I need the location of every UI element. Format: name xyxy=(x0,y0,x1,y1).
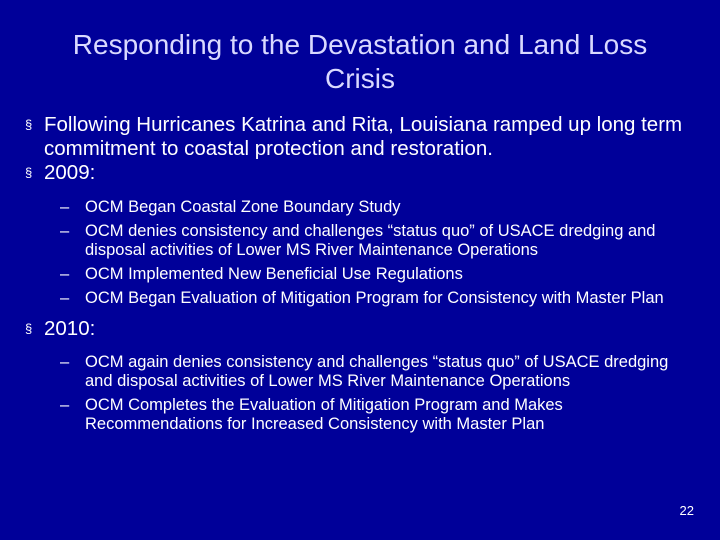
list-item-text: OCM Began Evaluation of Mitigation Program for Consistency with Master Plan xyxy=(85,289,664,307)
bullet-hurricanes xyxy=(24,113,696,161)
dash-icon: – xyxy=(60,198,70,216)
bullet-text: 2010: xyxy=(44,317,96,340)
list-item xyxy=(24,198,696,217)
bullet-text: Following Hurricanes Katrina and Rita, Louisiana ramped up long term commitment to coastal protection and restoration. xyxy=(44,113,683,160)
list-item-text: OCM Began Coastal Zone Boundary Study xyxy=(85,198,401,216)
dash-icon: – xyxy=(60,289,70,307)
bullet-text: 2009: xyxy=(44,161,96,184)
dash-icon: – xyxy=(60,353,70,371)
list-item xyxy=(24,353,696,391)
page-number: 22 xyxy=(679,503,694,518)
list-item-text: OCM denies consistency and challenges “status quo” of USACE dredging and disposal activities of Lower MS River Maintenance Operations xyxy=(85,222,656,259)
dash-icon: – xyxy=(60,222,70,240)
list-item-text: OCM Implemented New Beneficial Use Regulations xyxy=(85,265,463,283)
bullet-icon: § xyxy=(25,321,33,336)
list-item xyxy=(24,396,696,434)
list-2010 xyxy=(24,353,696,434)
list-item xyxy=(24,289,696,308)
list-item xyxy=(24,265,696,284)
list-item-text: OCM again denies consistency and challenges “status quo” of USACE dredging and disposal activities of Lower MS River Maintenance Operations xyxy=(85,353,669,390)
bullet-icon: § xyxy=(25,117,33,132)
slide-title: Responding to the Devastation and Land Loss Crisis xyxy=(72,29,648,94)
list-item-text: OCM Completes the Evaluation of Mitigation Program and Makes Recommendations for Increased Consistency with Master Plan xyxy=(85,396,563,433)
dash-icon: – xyxy=(60,396,70,414)
list-2009 xyxy=(24,198,696,308)
slide-body xyxy=(24,113,696,439)
bullet-icon: § xyxy=(25,165,33,180)
dash-icon: – xyxy=(60,265,70,283)
bullet-2010 xyxy=(24,317,696,341)
list-item xyxy=(24,222,696,260)
bullet-2009 xyxy=(24,161,696,185)
